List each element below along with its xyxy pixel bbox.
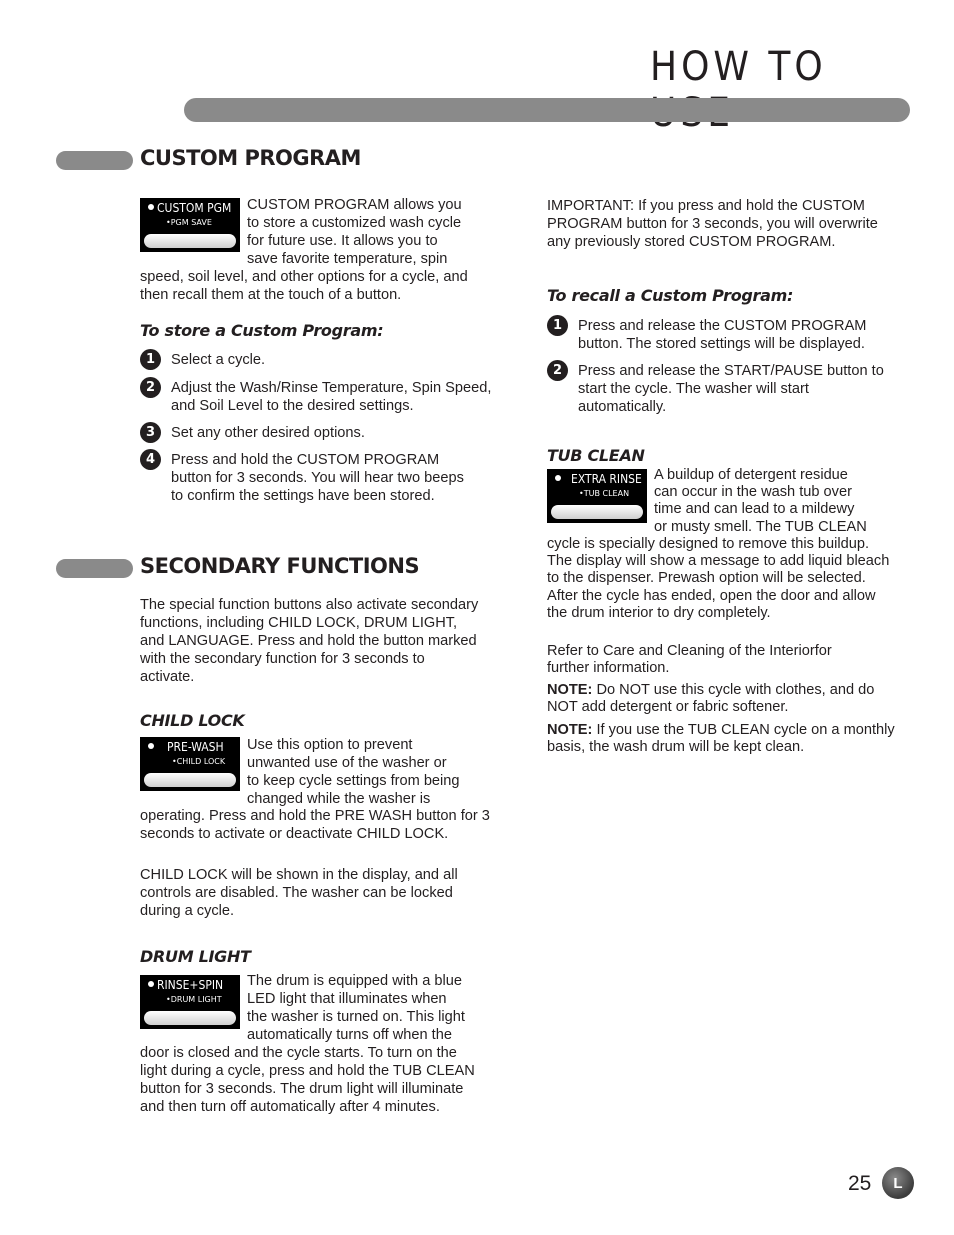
note-label: NOTE: [547, 682, 593, 698]
panel-button-bar [144, 773, 236, 787]
step-text: Adjust the Wash/Rinse Temperature, Spin Speed, and Soil Level to the desired settings. [171, 380, 492, 414]
drum-light-rest: door is closed and the cycle starts. To turn on the light during a cycle, press and hold the TUB CLEAN button for 3 seconds. The drum light will illuminate and then turn off automatically after 4 minutes. [140, 1045, 475, 1115]
text-line: CUSTOM PROGRAM allows you [247, 197, 462, 213]
step-number-icon: 4 [140, 449, 161, 470]
text-line: to store a customized wash cycle [247, 215, 462, 231]
tub-clean-title: TUB CLEAN [547, 446, 645, 465]
child-lock-rest: operating. Press and hold the PRE WASH button for 3 seconds to activate or deactivate CHILD LOCK. [140, 808, 490, 842]
text-line: automatically turns off when the [247, 1027, 452, 1043]
step-text: Press and release the CUSTOM PROGRAM button. The stored settings will be displayed. [578, 318, 867, 352]
store-step-2 [140, 379, 495, 415]
step-number-icon: 1 [547, 315, 568, 336]
panel-main-label: EXTRA RINSE [571, 472, 642, 486]
indicator-dot-icon [148, 743, 154, 749]
text-line: can occur in the wash tub over [654, 484, 852, 501]
recall-program-title: To recall a Custom Program: [547, 286, 794, 305]
indicator-dot-icon [555, 475, 561, 481]
page-title: HOW TO [650, 44, 827, 90]
child-lock-para2: CHILD LOCK will be shown in the display, and all controls are disabled. The washer can be locked during a cycle. [140, 867, 458, 919]
drum-light-wrapped [247, 972, 497, 1044]
text-line: time and can lead to a mildewy [654, 501, 855, 518]
recall-step-2 [547, 362, 892, 416]
custom-program-intro-wrapped [247, 196, 497, 268]
store-program-title: To store a Custom Program: [140, 321, 384, 340]
text-line: LED light that illuminates when [247, 991, 447, 1007]
extra-rinse-button-image [547, 469, 647, 523]
title-bar [184, 98, 910, 122]
text-line: to keep cycle settings from being [247, 773, 460, 789]
store-step-3 [140, 424, 495, 443]
panel-secondary-label: •DRUM LIGHT [166, 995, 222, 1004]
indicator-dot-icon [148, 981, 154, 987]
indicator-dot-icon [148, 204, 154, 210]
section-pill-secondary-functions [56, 559, 133, 578]
rinse-spin-button-image [140, 975, 240, 1029]
text-line: unwanted use of the washer or [247, 755, 447, 771]
step-number-icon: 2 [140, 377, 161, 398]
panel-button-bar [551, 505, 643, 519]
step-text: Press and hold the CUSTOM PROGRAM button for 3 seconds. You will hear two beeps to confirm the settings have been stored. [171, 452, 464, 504]
step-text: Select a cycle. [171, 352, 266, 368]
section-title-custom-program: CUSTOM PROGRAM [140, 146, 361, 170]
text-line: The drum is equipped with a blue [247, 973, 462, 989]
drum-light-title: DRUM LIGHT [140, 947, 251, 966]
step-number-icon: 2 [547, 360, 568, 381]
text-line: the washer is turned on. This light [247, 1009, 465, 1025]
page-number: 25 [848, 1172, 872, 1195]
child-lock-title: CHILD LOCK [140, 711, 245, 730]
panel-main-label: RINSE+SPIN [157, 978, 224, 992]
tub-clean-wrapped [654, 467, 904, 536]
custom-pgm-button-image [140, 198, 240, 252]
step-text: Set any other desired options. [171, 425, 365, 441]
note-text: If you use the TUB CLEAN cycle on a monthly basis, the wash drum will be kept clean. [547, 722, 895, 756]
custom-program-intro-rest: speed, soil level, and other options for a cycle, and then recall them at the touch of a button. [140, 269, 468, 303]
text-line: A buildup of detergent residue [654, 467, 848, 483]
panel-button-bar [144, 1011, 236, 1025]
note-text: Do NOT use this cycle with clothes, and do NOT add detergent or fabric softener. [547, 682, 875, 716]
panel-secondary-label: •PGM SAVE [166, 218, 212, 227]
step-number-icon: 3 [140, 422, 161, 443]
store-step-1 [140, 351, 495, 370]
tub-clean-rest: cycle is specially designed to remove this buildup. The display will show a message to add liquid bleach to the dispenser. Prewash option will be selected. After the cycle has ended, open the door and allow the drum interior to dry completely. [547, 536, 890, 621]
store-step-4 [140, 451, 470, 505]
recall-step-1 [547, 317, 897, 353]
tub-clean-note-2 [547, 722, 897, 756]
text-line: or musty smell. The TUB CLEAN [654, 518, 867, 535]
important-note: IMPORTANT: If you press and hold the CUSTOM PROGRAM button for 3 seconds, you will overwrite any previously stored CUSTOM PROGRAM. [547, 198, 878, 250]
child-lock-wrapped [247, 736, 497, 808]
note-label: NOTE: [547, 722, 593, 738]
text-line: changed while the washer is [247, 791, 431, 807]
panel-button-bar [144, 234, 236, 248]
text-line: save favorite temperature, spin [247, 251, 448, 267]
panel-main-label: CUSTOM PGM [157, 201, 232, 215]
pre-wash-button-image [140, 737, 240, 791]
step-text: Press and release the START/PAUSE button to start the cycle. The washer will start automatically. [578, 363, 884, 415]
panel-main-label: PRE-WASH [167, 740, 224, 754]
secondary-functions-intro: The special function buttons also activate secondary functions, including CHILD LOCK, DRUM LIGHT, and LANGUAGE. Press and hold the button marked with the secondary function for 3 seconds to activate. [140, 597, 479, 685]
tub-clean-refer: Refer to Care and Cleaning of the Interiorfor further information. [547, 643, 832, 677]
section-pill-custom-program [56, 151, 133, 170]
text-line: for future use. It allows you to [247, 233, 438, 249]
section-title-secondary-functions: SECONDARY FUNCTIONS [140, 554, 420, 578]
tub-clean-note-1 [547, 682, 877, 716]
text-line: Use this option to prevent [247, 737, 413, 753]
step-number-icon: 1 [140, 349, 161, 370]
lg-logo-icon: L [882, 1167, 914, 1199]
panel-secondary-label: •TUB CLEAN [579, 489, 630, 498]
panel-secondary-label: •CHILD LOCK [172, 757, 226, 766]
